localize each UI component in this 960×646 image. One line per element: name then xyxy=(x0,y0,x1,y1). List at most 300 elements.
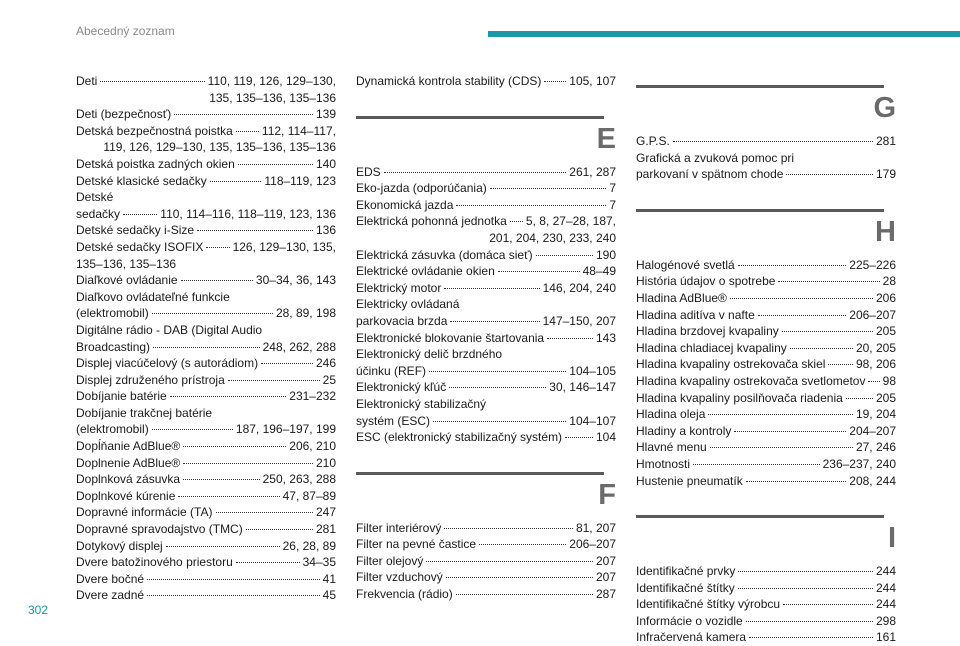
index-entry-label: Hmotnosti xyxy=(636,456,691,471)
dot-leader xyxy=(673,141,873,142)
index-entry xyxy=(636,340,896,357)
dot-leader xyxy=(153,347,260,348)
section-rule xyxy=(636,209,884,212)
index-entry-row xyxy=(356,197,616,214)
index-entry-row xyxy=(356,429,616,446)
dot-leader xyxy=(693,464,820,465)
index-entry-row xyxy=(636,456,896,473)
index-entry-row xyxy=(636,473,896,490)
index-entry-label: Displej združeného prístroja xyxy=(76,372,225,387)
index-entry xyxy=(76,272,336,289)
index-entry-row xyxy=(356,164,616,181)
index-entry xyxy=(356,197,616,214)
index-entry xyxy=(636,373,896,390)
index-entry-label: Deti (bezpečnosť) xyxy=(76,107,172,122)
index-entry-pages: 28, 89, 198 xyxy=(275,306,336,321)
index-entry-label: História údajov o spotrebe xyxy=(636,274,776,289)
dot-leader xyxy=(749,637,873,638)
index-entry-label-line: Digitálne rádio - DAB (Digital Audio xyxy=(76,322,263,337)
index-entry-label: ESC (elektronický stabilizačný systém) xyxy=(356,430,563,445)
index-entry-pages: 244 xyxy=(875,564,896,579)
dot-leader xyxy=(738,265,847,266)
index-entry xyxy=(76,372,336,389)
dot-leader xyxy=(868,381,879,382)
dot-leader xyxy=(456,594,593,595)
index-entry-label: parkovacia brzda xyxy=(356,313,448,328)
index-entry-label: Eko-jazda (odporúčania) xyxy=(356,181,487,196)
index-entry-label: Elektronický kľúč xyxy=(356,380,447,395)
index-entry-label: Doplnková zásuvka xyxy=(76,472,181,487)
index-entry-pages: 27, 246 xyxy=(855,440,896,455)
index-entry-row xyxy=(356,520,616,537)
index-entry-row xyxy=(76,455,336,472)
section-header-e xyxy=(356,104,616,164)
index-entry xyxy=(76,73,336,106)
index-entry xyxy=(76,239,336,272)
index-entry xyxy=(76,571,336,588)
dot-leader xyxy=(183,463,313,464)
index-entry-label: Hladina oleja xyxy=(636,407,706,422)
index-entry-row xyxy=(76,123,336,140)
index-entry-label: Dobíjanie batérie xyxy=(76,389,167,404)
index-entry-label: Ekonomická jazda xyxy=(356,197,454,212)
page-header-title: Abecedný zoznam xyxy=(76,24,175,38)
dot-leader xyxy=(730,298,873,299)
index-entry xyxy=(356,330,616,347)
index-entry-pages: 179 xyxy=(875,167,896,182)
dot-leader xyxy=(444,528,573,529)
index-entry-row xyxy=(636,273,896,290)
index-entry-pages: 34–35 xyxy=(302,555,336,570)
index-entry xyxy=(76,289,336,322)
index-entry-row xyxy=(636,323,896,340)
index-entry-label: Hladina AdBlue® xyxy=(636,290,727,305)
index-entry-row xyxy=(76,222,336,239)
index-entry xyxy=(356,164,616,181)
index-entry-label: Diaľkové ovládanie xyxy=(76,273,178,288)
index-entry xyxy=(636,629,896,646)
index-entry xyxy=(356,213,616,246)
index-entry-label: Hladina chladiacej kvapaliny xyxy=(636,340,787,355)
index-entry-pages: 287 xyxy=(595,587,616,602)
index-column-2 xyxy=(356,73,616,603)
index-entry-pages: 161 xyxy=(875,630,896,645)
index-entry-label: Elektrická zásuvka (domáca sieť) xyxy=(356,247,533,262)
index-entry-pages: 206–207 xyxy=(569,537,616,552)
dot-leader xyxy=(734,431,846,432)
index-entry-pages: 45 xyxy=(322,588,336,603)
index-entry-row xyxy=(356,363,616,380)
index-entry-label-line: Detské xyxy=(76,190,114,205)
index-entry-pages: 112, 114–117, xyxy=(261,123,336,138)
dot-leader xyxy=(261,363,313,364)
dot-leader xyxy=(746,621,873,622)
index-entry-pages: 5, 8, 27–28, 187, xyxy=(525,214,616,229)
index-entry-label: Hustenie pneumatík xyxy=(636,473,743,488)
index-entry-pages: 187, 196–197, 199 xyxy=(235,422,336,437)
dot-leader xyxy=(246,529,313,530)
dot-leader xyxy=(123,214,157,215)
index-entry-label: Identifikačné štítky výrobcu xyxy=(636,597,781,612)
dot-leader xyxy=(498,271,580,272)
index-entry-row xyxy=(76,106,336,123)
dot-leader xyxy=(216,512,313,513)
index-entry-pages: 204–207 xyxy=(849,423,896,438)
index-entry xyxy=(356,180,616,197)
index-entry xyxy=(76,388,336,405)
section-letter: E xyxy=(596,122,616,155)
index-entry-label: Infračervená kamera xyxy=(636,630,747,645)
dot-leader xyxy=(147,579,320,580)
index-entry-label: Filter olejový xyxy=(356,553,424,568)
index-entry-label: Broadcasting) xyxy=(76,339,151,354)
dot-leader xyxy=(236,562,300,563)
dot-leader xyxy=(170,396,287,397)
index-entry-label: Detské sedačky ISOFIX xyxy=(76,239,204,254)
index-entry-label: Informácie o vozidle xyxy=(636,613,743,628)
index-entry-row xyxy=(636,406,896,423)
index-entry xyxy=(76,521,336,538)
index-entry-row xyxy=(636,340,896,357)
index-entry-pages: 41 xyxy=(322,571,336,586)
index-entry-pages: 7 xyxy=(609,181,616,196)
index-entry-row xyxy=(76,372,336,389)
index-entry-pages: 146, 204, 240 xyxy=(542,280,616,295)
index-entry-label-line: Grafická a zvuková pomoc pri xyxy=(636,150,795,165)
index-entry-label-line: Elektronický delič brzdného xyxy=(356,347,503,362)
index-entry xyxy=(76,156,336,173)
index-entry-row xyxy=(356,413,616,430)
index-entry-row xyxy=(76,206,336,223)
dot-leader xyxy=(197,230,313,231)
dot-leader xyxy=(828,364,853,365)
index-entry-row xyxy=(356,247,616,264)
index-entry xyxy=(356,586,616,603)
index-entry-row xyxy=(76,438,336,455)
dot-leader xyxy=(479,544,566,545)
index-entry-pages-continued: 135–136, 135–136 xyxy=(76,256,177,271)
index-entry-row xyxy=(76,173,336,190)
index-entry-label: (elektromobil) xyxy=(76,422,149,437)
index-entry-label: Dvere bočné xyxy=(76,571,145,586)
index-entry-pages: 118–119, 123 xyxy=(264,173,336,188)
index-entry-label-line: Dobíjanie trakčnej batérie xyxy=(76,405,213,420)
index-entry-label: Dvere batožinového priestoru xyxy=(76,555,233,570)
dot-leader xyxy=(450,321,539,322)
section-rule xyxy=(356,472,604,475)
index-entry-pages: 207 xyxy=(595,570,616,585)
section-header-h xyxy=(636,197,896,257)
index-entry-label: Detská poistka zadných okien xyxy=(76,156,235,171)
index-entry-pages: 244 xyxy=(875,580,896,595)
dot-leader xyxy=(746,481,847,482)
dot-leader xyxy=(238,164,313,165)
index-entry-row xyxy=(636,629,896,646)
index-entry xyxy=(636,563,896,580)
index-entry-label: Hladina brzdovej kvapaliny xyxy=(636,324,779,339)
dot-leader xyxy=(183,446,286,447)
index-entry xyxy=(76,355,336,372)
index-entry-label: Doplnenie AdBlue® xyxy=(76,455,181,470)
index-entry-row xyxy=(76,339,336,356)
index-entry-row xyxy=(636,133,896,150)
index-entry xyxy=(636,423,896,440)
dot-leader xyxy=(738,588,873,589)
dot-leader xyxy=(449,387,546,388)
index-entry xyxy=(356,520,616,537)
index-entry-label: parkovaní v spätnom chode xyxy=(636,167,784,182)
index-entry-pages: 30–34, 36, 143 xyxy=(255,273,336,288)
index-entry-label: Elektrické ovládanie okien xyxy=(356,264,495,279)
index-entry xyxy=(356,429,616,446)
index-entry-label: Filter vzduchový xyxy=(356,570,443,585)
dot-leader xyxy=(152,429,233,430)
dot-leader xyxy=(181,280,253,281)
index-entry-row xyxy=(356,330,616,347)
index-entry-label: Hladina kvapaliny ostrekovača skiel xyxy=(636,357,826,372)
dot-leader xyxy=(790,348,853,349)
index-entry-row xyxy=(356,553,616,570)
dot-leader xyxy=(565,437,593,438)
index-entry-pages: 244 xyxy=(875,597,896,612)
index-entry-row xyxy=(636,257,896,274)
index-entry-row xyxy=(636,613,896,630)
index-entry xyxy=(76,322,336,355)
index-entry-row xyxy=(636,307,896,324)
index-entry-row xyxy=(356,313,616,330)
index-entry-label: Elektrický motor xyxy=(356,280,442,295)
dot-leader xyxy=(147,595,320,596)
index-entry-pages: 98, 206 xyxy=(855,357,896,372)
dot-leader xyxy=(444,288,539,289)
index-entry-pages: 206, 210 xyxy=(289,439,336,454)
index-entry-row xyxy=(76,554,336,571)
index-entry xyxy=(356,247,616,264)
index-entry-label-line: Diaľkovo ovládateľné funkcie xyxy=(76,289,230,304)
index-entry-pages: 206–207 xyxy=(849,307,896,322)
dot-leader xyxy=(783,604,873,605)
index-entry xyxy=(636,439,896,456)
index-entry xyxy=(76,106,336,123)
index-entry-label: Dynamická kontrola stability (CDS) xyxy=(356,74,542,88)
dot-leader xyxy=(152,313,273,314)
index-entry-row xyxy=(636,373,896,390)
index-entry-pages: 281 xyxy=(315,522,336,537)
dot-leader xyxy=(544,81,566,82)
index-entry-row xyxy=(76,388,336,405)
index-entry xyxy=(636,456,896,473)
index-entry xyxy=(636,290,896,307)
index-entry xyxy=(76,554,336,571)
index-entry-pages: 98 xyxy=(882,373,896,388)
index-entry-label: Deti xyxy=(76,74,98,88)
index-entry-row xyxy=(636,580,896,597)
section-letter: I xyxy=(887,522,896,555)
index-entry-pages: 81, 207 xyxy=(575,520,616,535)
index-entry-label: Elektrická pohonná jednotka xyxy=(356,214,507,229)
index-entry xyxy=(76,455,336,472)
index-entry-pages: 7 xyxy=(609,197,616,212)
dot-leader xyxy=(100,81,204,82)
index-entry-label: (elektromobil) xyxy=(76,306,149,321)
index-entry xyxy=(356,396,616,429)
index-entry-row xyxy=(76,488,336,505)
index-entry-pages: 248, 262, 288 xyxy=(262,339,336,354)
index-entry-label: Frekvencia (rádio) xyxy=(356,587,453,602)
index-entry-row xyxy=(356,73,616,90)
index-entry-pages: 104 xyxy=(595,430,616,445)
index-entry-row xyxy=(356,180,616,197)
index-entry-pages: 126, 129–130, 135, xyxy=(232,239,336,254)
index-entry-label: Hladina kvapaliny posilňovača riadenia xyxy=(636,390,843,405)
index-entry-row xyxy=(356,263,616,280)
index-entry xyxy=(356,73,616,90)
index-entry xyxy=(636,323,896,340)
index-entry-pages: 30, 146–147 xyxy=(549,380,616,395)
section-letter: G xyxy=(873,92,896,124)
index-entry-row xyxy=(636,356,896,373)
index-entry xyxy=(636,307,896,324)
section-rule xyxy=(636,515,884,518)
index-entry-row xyxy=(636,290,896,307)
dot-leader xyxy=(536,255,593,256)
index-entry-label: Doplnkové kúrenie xyxy=(76,488,176,503)
index-entry-row xyxy=(636,390,896,407)
index-entry xyxy=(76,504,336,521)
section-header-g xyxy=(636,73,896,133)
index-entry-label: Hladina kvapaliny ostrekovača svetlometov xyxy=(636,373,866,388)
section-letter: F xyxy=(598,478,616,511)
index-entry-pages: 250, 263, 288 xyxy=(262,472,336,487)
index-entry xyxy=(636,613,896,630)
index-entry-pages: 236–237, 240 xyxy=(822,456,896,471)
index-entry-pages: 247 xyxy=(315,505,336,520)
dot-leader xyxy=(846,398,873,399)
index-entry-label: Hladina aditíva v nafte xyxy=(636,307,755,322)
index-entry-label: účinku (REF) xyxy=(356,363,427,378)
index-entry xyxy=(76,189,336,222)
index-entry-pages: 25 xyxy=(322,372,336,387)
dot-leader xyxy=(210,181,262,182)
index-column-1 xyxy=(76,73,336,604)
dot-leader xyxy=(183,479,260,480)
index-entry-pages-continued: 135, 135–136, 135–136 xyxy=(209,90,336,105)
index-entry-label: Dotykový displej xyxy=(76,538,163,553)
index-entry xyxy=(636,406,896,423)
dot-leader xyxy=(384,172,567,173)
index-entry-pages: 105, 107 xyxy=(569,74,616,88)
index-entry xyxy=(76,222,336,239)
index-entry-row xyxy=(356,379,616,396)
index-entry-pages: 139 xyxy=(315,107,336,122)
index-entry-pages: 140 xyxy=(315,156,336,171)
index-entry xyxy=(356,536,616,553)
section-rule xyxy=(356,116,604,119)
index-entry-label-line: Elektricky ovládaná xyxy=(356,297,460,312)
index-entry-label: Dopravné informácie (TA) xyxy=(76,505,213,520)
index-entry xyxy=(76,173,336,190)
index-entry xyxy=(356,379,616,396)
dot-leader xyxy=(178,496,279,497)
index-entry-row xyxy=(356,569,616,586)
index-entry xyxy=(76,471,336,488)
index-entry xyxy=(636,596,896,613)
section-header-i xyxy=(636,503,896,563)
index-entry-pages: 136 xyxy=(315,223,336,238)
dot-leader xyxy=(426,561,593,562)
index-entry-label: Detská bezpečnostná poistka xyxy=(76,123,233,138)
index-entry-row xyxy=(76,571,336,588)
index-entry-pages-continued: 119, 126, 129–130, 135, 135–136, 135–136 xyxy=(103,140,336,155)
index-entry-pages: 110, 119, 126, 129–130, xyxy=(207,74,336,88)
dot-leader xyxy=(433,421,566,422)
index-entry-pages: 26, 28, 89 xyxy=(282,538,336,553)
index-entry-pages: 207 xyxy=(595,553,616,568)
index-entry xyxy=(636,133,896,150)
index-entry-label: Identifikačné štítky xyxy=(636,580,735,595)
index-entry xyxy=(636,580,896,597)
index-column-3 xyxy=(636,73,896,646)
dot-leader xyxy=(236,131,259,132)
index-entry-pages: 246 xyxy=(315,356,336,371)
index-entry-label: EDS xyxy=(356,164,381,179)
dot-leader xyxy=(547,338,593,339)
index-entry-pages: 104–105 xyxy=(569,363,616,378)
index-entry xyxy=(76,438,336,455)
index-entry-pages: 298 xyxy=(875,613,896,628)
index-entry-label: Hlavné menu xyxy=(636,440,707,455)
index-entry-label: Dopĺňanie AdBlue® xyxy=(76,439,181,454)
index-entry-label: Detské sedačky i-Size xyxy=(76,223,195,238)
index-entry-row xyxy=(76,521,336,538)
index-entry-label: Dvere zadné xyxy=(76,588,145,603)
index-entry-row xyxy=(636,166,896,183)
dot-leader xyxy=(166,546,280,547)
index-entry xyxy=(636,257,896,274)
index-entry xyxy=(356,553,616,570)
index-entry xyxy=(636,356,896,373)
index-entry-pages: 261, 287 xyxy=(569,164,616,179)
index-entry-pages: 48–49 xyxy=(582,264,616,279)
index-entry-pages: 20, 205 xyxy=(855,340,896,355)
index-entry-pages: 208, 244 xyxy=(849,473,896,488)
dot-leader xyxy=(782,331,873,332)
dot-leader xyxy=(758,315,847,316)
index-entry-label: Dopravné spravodajstvo (TMC) xyxy=(76,522,243,537)
dot-leader xyxy=(786,174,873,175)
index-entry-row xyxy=(76,156,336,173)
index-entry-row xyxy=(636,563,896,580)
page-number: 302 xyxy=(28,603,49,617)
index-entry xyxy=(356,280,616,297)
index-entry-pages: 147–150, 207 xyxy=(542,313,616,328)
index-entry-row xyxy=(76,73,336,90)
index-entry xyxy=(76,405,336,438)
index-entry-pages: 205 xyxy=(875,390,896,405)
index-entry-label: Detské klasické sedačky xyxy=(76,173,207,188)
index-entry xyxy=(636,473,896,490)
index-entry-pages: 206 xyxy=(875,290,896,305)
index-entry xyxy=(76,123,336,156)
index-entry xyxy=(356,296,616,329)
index-entry-row xyxy=(356,536,616,553)
dot-leader xyxy=(174,114,313,115)
index-entry xyxy=(356,569,616,586)
index-entry xyxy=(636,390,896,407)
dot-leader xyxy=(429,371,566,372)
index-entry-pages: 143 xyxy=(595,330,616,345)
dot-leader xyxy=(206,247,229,248)
